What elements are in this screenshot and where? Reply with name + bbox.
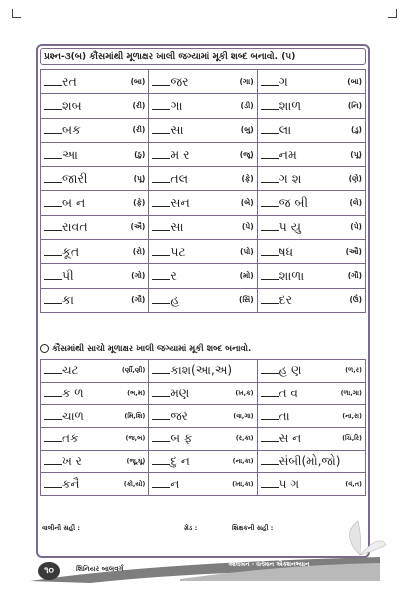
grid2-cell[interactable] [41, 428, 149, 451]
word-fragment: તક [62, 431, 79, 446]
word-fragment: સા [170, 122, 184, 138]
grid1-cell[interactable] [257, 70, 365, 94]
answer-blank[interactable] [152, 478, 170, 488]
letter-hint: (ફે) [133, 198, 146, 208]
word-fragment: જ બી [278, 195, 309, 211]
answer-blank[interactable] [261, 197, 279, 207]
answer-blank[interactable] [44, 149, 62, 159]
letter-hint: (મિ,શિ) [124, 411, 146, 420]
grid1-row [41, 288, 366, 312]
grid1-cell[interactable] [149, 142, 257, 166]
grid1-row [41, 118, 366, 142]
answer-blank[interactable] [152, 221, 170, 231]
word-fragment: કનૈ [62, 476, 80, 491]
answer-blank[interactable] [44, 124, 62, 134]
grid2-cell[interactable] [257, 382, 365, 405]
grid1-cell[interactable] [41, 240, 149, 264]
letter-hint: (જ,બ) [125, 434, 146, 443]
letter-hint: (પૂ) [350, 149, 362, 159]
grid1-row [41, 215, 366, 239]
grid1-cell[interactable] [257, 288, 365, 312]
word-fragment: પી [62, 268, 74, 284]
letter-hint: (ળા,ગા) [340, 389, 362, 398]
letter-hint: (ર્ણી,ણી) [121, 366, 146, 375]
grid1-row [41, 240, 366, 264]
letter-hint: (રી) [132, 100, 146, 110]
letter-hint: (ઉં) [349, 295, 362, 305]
letter-hint: (પૂ) [133, 173, 146, 183]
letter-hint: (ના,કા) [232, 457, 254, 466]
grid1-cell[interactable] [149, 215, 257, 239]
letter-hint: (બા) [130, 76, 146, 86]
answer-blank[interactable] [261, 100, 279, 110]
exercise-grid-2 [40, 359, 366, 496]
grid2-row [41, 405, 366, 428]
letter-hint: (જૂ,ઘૂ) [126, 457, 146, 466]
word-fragment: રાવત [62, 219, 88, 235]
letter-hint: (ભ,મ) [127, 389, 146, 398]
letter-hint: (રો) [132, 246, 146, 256]
word-fragment: બ ન [62, 195, 86, 211]
grid1-cell[interactable] [257, 264, 365, 288]
grid2-cell[interactable] [149, 382, 257, 405]
answer-blank[interactable] [44, 387, 62, 397]
grid1-cell[interactable] [257, 118, 365, 142]
word-fragment: સંબી(મો,જો) [278, 454, 341, 469]
grid1-cell[interactable] [41, 167, 149, 191]
grid1-cell[interactable] [41, 70, 149, 94]
grid1-cell[interactable] [257, 191, 365, 215]
grid2-cell[interactable] [257, 450, 365, 473]
answer-blank[interactable] [44, 364, 62, 374]
answer-blank[interactable] [44, 478, 62, 488]
word-fragment: હ ણ [278, 363, 302, 378]
word-fragment: બ ફ [170, 431, 193, 446]
grid1-cell[interactable] [149, 288, 257, 312]
letter-hint: (પે) [241, 222, 254, 232]
grid1-cell[interactable] [41, 142, 149, 166]
flower-decoration-icon [330, 515, 390, 565]
answer-blank[interactable] [44, 221, 62, 231]
answer-blank[interactable] [44, 197, 62, 207]
answer-blank[interactable] [152, 364, 170, 374]
answer-blank[interactable] [261, 76, 279, 86]
letter-hint: (ના,રા) [342, 411, 362, 420]
answer-blank[interactable] [44, 410, 62, 420]
grid2-cell[interactable] [257, 473, 365, 496]
word-fragment: બક [62, 122, 81, 138]
answer-blank[interactable] [261, 270, 279, 280]
word-fragment: શબ [62, 97, 82, 113]
grid1-row [41, 264, 366, 288]
word-fragment: રત [62, 73, 77, 89]
grade-label: ગ્રેડ : [184, 524, 198, 532]
word-fragment: ત વ [278, 386, 298, 401]
word-fragment: પ યુ [278, 219, 301, 235]
publisher-credit: આલેખન - વર્તમાન ઐક્શનભ્યાન [228, 561, 310, 568]
answer-blank[interactable] [152, 387, 170, 397]
letter-hint: (ગો) [131, 271, 146, 281]
word-fragment: પ ગ [278, 476, 300, 491]
word-fragment: તા [278, 408, 290, 423]
grid1-cell[interactable] [149, 118, 257, 142]
grid1-cell[interactable] [149, 240, 257, 264]
word-fragment: કા [62, 292, 74, 308]
word-fragment: સન [170, 195, 190, 211]
worksheet [36, 44, 370, 558]
grid2-row [41, 360, 366, 383]
answer-blank[interactable] [152, 76, 170, 86]
word-fragment: ખ ર [62, 454, 82, 469]
word-fragment: ક ળ [62, 386, 84, 401]
word-fragment: દુ ન [170, 454, 190, 469]
word-fragment: શાળ [278, 97, 302, 113]
word-fragment: લા [278, 122, 292, 138]
answer-blank[interactable] [261, 246, 279, 256]
answer-blank[interactable] [261, 221, 279, 231]
letter-hint: (પો) [240, 246, 254, 256]
answer-blank[interactable] [152, 149, 170, 159]
answer-blank[interactable] [44, 432, 62, 442]
answer-blank[interactable] [152, 455, 170, 465]
grid2-cell[interactable] [149, 405, 257, 428]
grid2-cell[interactable] [41, 405, 149, 428]
answer-blank[interactable] [44, 455, 62, 465]
grid2-cell[interactable] [41, 382, 149, 405]
series-name: શિનિયર બાલવર્ગ [76, 565, 124, 573]
grid1-cell[interactable] [41, 191, 149, 215]
word-fragment: મણ [170, 386, 190, 401]
letter-hint: (ખા,કા) [232, 479, 254, 488]
grid2-cell[interactable] [149, 450, 257, 473]
grid2-row [41, 382, 366, 405]
crop-mark-right [388, 9, 397, 18]
letter-hint: (ફે) [241, 173, 254, 183]
letter-hint: (ઔ) [345, 246, 362, 256]
word-fragment: મ ર [170, 146, 190, 162]
grid1-row [41, 167, 366, 191]
letter-hint: (લે) [349, 198, 362, 208]
grid2-cell[interactable] [41, 360, 149, 383]
letter-hint: (રી) [132, 125, 146, 135]
teacher-signature-label: શિક્ષકની સહી : [232, 524, 274, 532]
grid1-cell[interactable] [257, 215, 365, 239]
letter-hint: (ડી) [240, 100, 254, 110]
grid1-cell[interactable] [149, 191, 257, 215]
letter-hint: (ગા) [239, 76, 254, 86]
crop-mark-left [12, 9, 21, 18]
grid2-row [41, 450, 366, 473]
letter-hint: (ખ,ક) [235, 389, 254, 398]
circle-bullet-icon [40, 344, 49, 353]
answer-blank[interactable] [261, 387, 279, 397]
answer-blank[interactable] [44, 294, 62, 304]
word-fragment: જારી [62, 170, 88, 186]
answer-blank[interactable] [152, 197, 170, 207]
word-fragment: સ ન [278, 431, 302, 446]
grid1-cell[interactable] [257, 142, 365, 166]
grid1-cell[interactable] [149, 70, 257, 94]
grid1-cell[interactable] [41, 288, 149, 312]
answer-blank[interactable] [261, 294, 279, 304]
word-fragment: પટ [170, 243, 186, 259]
letter-hint: (કો,યો) [123, 479, 146, 488]
answer-blank[interactable] [152, 100, 170, 110]
grid1-cell[interactable] [149, 264, 257, 288]
answer-blank[interactable] [44, 270, 62, 280]
grid2-cell[interactable] [149, 473, 257, 496]
section2-heading: કૌંસમાંથી સાચો મૂળાક્ષર ખાલી જગ્યામાં મૂકી શબ્દ બનાવો. [40, 341, 366, 358]
grid1-cell[interactable] [149, 167, 257, 191]
page-number: ૧૦ [38, 562, 60, 580]
question-title: પ્રશ્ન-૩(બ) કૌંસમાંથી મૂળાક્ષર ખાલી જગ્યામાં મૂકી શબ્દ બનાવો. (૫) [40, 48, 366, 65]
word-fragment: હ [170, 292, 180, 308]
grid2-cell[interactable] [257, 360, 365, 383]
answer-blank[interactable] [261, 478, 279, 488]
exercise-grid-1 [40, 69, 366, 313]
answer-blank[interactable] [261, 173, 279, 183]
word-fragment: નમ [278, 146, 297, 162]
letter-hint: (ગૌ) [347, 271, 362, 281]
grid1-row [41, 70, 366, 94]
word-fragment: જર [170, 73, 189, 89]
answer-blank[interactable] [261, 149, 279, 159]
letter-hint: (ઐ) [130, 222, 146, 232]
word-fragment: દર [278, 292, 293, 308]
letter-hint: (ણે) [348, 173, 362, 183]
answer-blank[interactable] [152, 294, 170, 304]
grid2-cell[interactable] [257, 405, 365, 428]
word-fragment: આ [62, 146, 78, 162]
grid1-row [41, 191, 366, 215]
grid2-row [41, 428, 366, 451]
letter-hint: (ર,કા) [235, 434, 254, 443]
word-fragment: સા [170, 219, 184, 235]
answer-blank[interactable] [152, 124, 170, 134]
letter-hint: (વં,ત) [345, 479, 362, 488]
answer-blank[interactable] [261, 124, 279, 134]
answer-blank[interactable] [261, 364, 279, 374]
grid2-cell[interactable] [149, 360, 257, 383]
answer-blank[interactable] [261, 410, 279, 420]
word-fragment: કૂત [62, 243, 80, 259]
grid1-cell[interactable] [257, 240, 365, 264]
answer-blank[interactable] [44, 100, 62, 110]
answer-blank[interactable] [152, 246, 170, 256]
letter-hint: (મો) [239, 271, 254, 281]
answer-blank[interactable] [152, 410, 170, 420]
grid2-cell[interactable] [257, 428, 365, 451]
word-fragment: ચાળ [62, 408, 84, 423]
grid1-cell[interactable] [41, 215, 149, 239]
letter-hint: (બા) [347, 76, 362, 86]
answer-blank[interactable] [152, 270, 170, 280]
word-fragment: ન [170, 476, 180, 491]
word-fragment: ષધ [278, 243, 294, 259]
letter-hint: (સિં) [239, 295, 254, 305]
word-fragment: તલ [170, 170, 189, 186]
letter-hint: (ઠુ) [134, 149, 146, 159]
parent-signature-label: વાલીની સહી : [42, 524, 80, 532]
letter-hint: (બુ) [240, 125, 254, 135]
grid2-row [41, 473, 366, 496]
letter-hint: (વા,ગા) [233, 411, 254, 420]
grid2-cell[interactable] [149, 428, 257, 451]
word-fragment: કાશ(આ,અ) [170, 363, 233, 378]
answer-blank[interactable] [261, 432, 279, 442]
letter-hint: (જૂ) [239, 149, 254, 159]
letter-hint: (ડુ) [351, 125, 362, 135]
grid1-row [41, 142, 366, 166]
letter-hint: (ળ,ર) [345, 366, 362, 375]
word-fragment: ગ શ [278, 170, 302, 186]
word-fragment: ચટ [62, 363, 79, 378]
grid2-cell[interactable] [41, 450, 149, 473]
grid1-cell[interactable] [257, 94, 365, 118]
grid1-cell[interactable] [257, 167, 365, 191]
grid2-cell[interactable] [41, 473, 149, 496]
letter-hint: (ચિ,રિ) [342, 434, 362, 443]
letter-hint: (પે) [350, 222, 362, 232]
word-fragment: ગા [170, 97, 183, 113]
word-fragment: ગ [278, 73, 288, 89]
answer-blank[interactable] [44, 76, 62, 86]
word-fragment: જર [170, 408, 188, 423]
grid1-cell[interactable] [41, 94, 149, 118]
letter-hint: (બે) [240, 198, 254, 208]
letter-hint: (ગૌ) [131, 295, 146, 305]
grid1-cell[interactable] [41, 264, 149, 288]
answer-blank[interactable] [152, 173, 170, 183]
page-footer [30, 555, 380, 583]
grid1-cell[interactable] [41, 118, 149, 142]
word-fragment: ર [170, 268, 177, 284]
grid1-row [41, 94, 366, 118]
word-fragment: શાળા [278, 268, 305, 284]
answer-blank[interactable] [152, 432, 170, 442]
answer-blank[interactable] [44, 246, 62, 256]
letter-hint: (નિ) [347, 100, 362, 110]
answer-blank[interactable] [44, 173, 62, 183]
grid1-cell[interactable] [149, 94, 257, 118]
answer-blank[interactable] [261, 455, 279, 465]
